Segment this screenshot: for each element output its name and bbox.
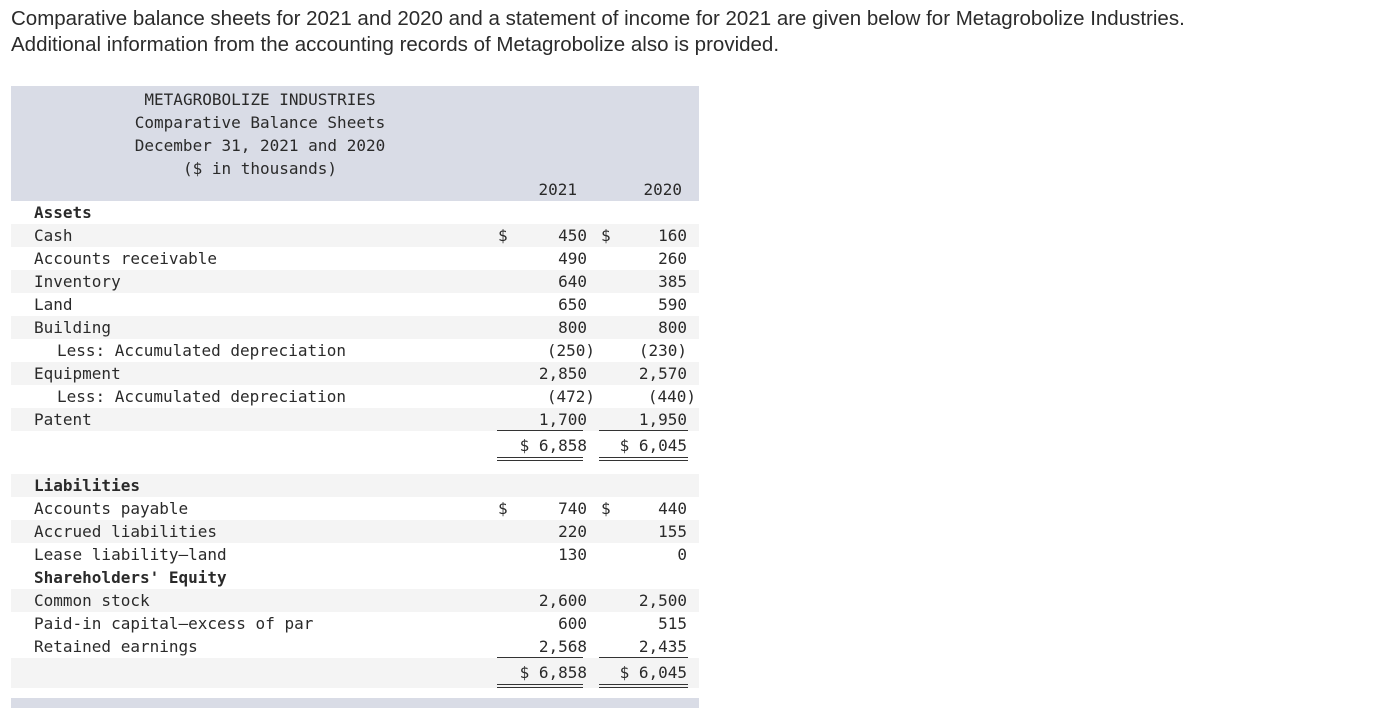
- table-row: [11, 635, 699, 658]
- assets-heading: Assets: [34, 203, 92, 222]
- table-row: [11, 339, 699, 362]
- value-2021: 2,850: [538, 364, 587, 383]
- row-label: Building: [34, 318, 112, 337]
- value-2020: 385: [658, 272, 687, 291]
- intro-text: [11, 6, 1371, 58]
- value-2020: 2,500: [638, 591, 687, 610]
- row-label: Accrued liabilities: [34, 522, 218, 541]
- row-label: Retained earnings: [34, 637, 198, 656]
- total-2020: $ 6,045: [619, 436, 687, 455]
- value-2020: 0: [677, 545, 687, 564]
- value-2021: 1,700: [538, 410, 587, 429]
- table-titles: [11, 88, 509, 180]
- table-row: [11, 270, 699, 293]
- row-label: Cash: [34, 226, 73, 245]
- row-label: Paid-in capital—excess of par: [34, 614, 314, 633]
- row-label: Accounts receivable: [34, 249, 218, 268]
- section-heading-row: [11, 201, 699, 224]
- intro-line-1: Comparative balance sheets for 2021 and 2020 and a statement of income for 2021 are given below for Metagrobolize Industries.: [11, 7, 1185, 30]
- statement-title: Comparative Balance Sheets: [134, 113, 386, 132]
- value-2020: 1,950: [638, 410, 687, 429]
- value-2020: 590: [658, 295, 687, 314]
- balance-sheet-table: [11, 86, 699, 708]
- value-2021: 740: [558, 499, 587, 518]
- liabilities-heading: Liabilities: [34, 476, 140, 495]
- dollar-sign: $: [601, 226, 611, 245]
- row-label: Patent: [34, 410, 92, 429]
- column-header-2021: 2021: [538, 180, 577, 199]
- value-2020: (440): [647, 387, 696, 406]
- row-label: Less: Accumulated depreciation: [57, 387, 346, 406]
- row-label: Common stock: [34, 591, 150, 610]
- total-row: [11, 431, 699, 461]
- row-label: Accounts payable: [34, 499, 189, 518]
- equity-heading: Shareholders' Equity: [34, 568, 227, 587]
- value-2021: 800: [558, 318, 587, 337]
- section-heading-row: [11, 474, 699, 497]
- value-2020: 260: [658, 249, 687, 268]
- row-label: Less: Accumulated depreciation: [57, 341, 346, 360]
- total-2020: $ 6,045: [619, 663, 687, 682]
- table-row: [11, 362, 699, 385]
- table-row: [11, 408, 699, 431]
- company-name: METAGROBOLIZE INDUSTRIES: [144, 90, 376, 109]
- table-row: [11, 224, 699, 247]
- value-2021: 640: [558, 272, 587, 291]
- double-underline: [599, 684, 688, 688]
- dollar-sign: $: [498, 499, 508, 518]
- value-2021: 650: [558, 295, 587, 314]
- value-2021: 490: [558, 249, 587, 268]
- value-2020: 2,435: [638, 637, 687, 656]
- total-2021: $ 6,858: [519, 663, 587, 682]
- value-2021: 220: [558, 522, 587, 541]
- spacer: [11, 461, 699, 474]
- value-2020: 2,570: [638, 364, 687, 383]
- value-2021: (472): [546, 387, 595, 406]
- table-row: [11, 316, 699, 339]
- value-2020: 160: [658, 226, 687, 245]
- table-row: [11, 543, 699, 566]
- row-label: Land: [34, 295, 73, 314]
- table-row: [11, 497, 699, 520]
- column-header-2020: 2020: [643, 180, 682, 199]
- row-label: Lease liability—land: [34, 545, 227, 564]
- value-2021: 2,600: [538, 591, 587, 610]
- row-label: Inventory: [34, 272, 121, 291]
- value-2020: 440: [658, 499, 687, 518]
- table-row: [11, 612, 699, 635]
- table-row: [11, 247, 699, 270]
- table-row: [11, 589, 699, 612]
- intro-line-2: Additional information from the accounting records of Metagrobolize also is provided.: [11, 33, 780, 56]
- table-row: [11, 520, 699, 543]
- value-2020: (230): [638, 341, 687, 360]
- table-header: [11, 86, 699, 201]
- dollar-sign: $: [498, 226, 508, 245]
- statement-units: ($ in thousands): [182, 159, 338, 178]
- value-2021: 600: [558, 614, 587, 633]
- value-2021: 130: [558, 545, 587, 564]
- value-2021: 2,568: [538, 637, 587, 656]
- value-2021: (250): [546, 341, 595, 360]
- section-heading-row: [11, 566, 699, 589]
- table-row: [11, 385, 699, 408]
- double-underline: [497, 684, 583, 688]
- value-2021: 450: [558, 226, 587, 245]
- value-2020: 155: [658, 522, 687, 541]
- value-2020: 515: [658, 614, 687, 633]
- statement-date: December 31, 2021 and 2020: [134, 136, 386, 155]
- row-label: Equipment: [34, 364, 121, 383]
- table-row: [11, 293, 699, 316]
- total-2021: $ 6,858: [519, 436, 587, 455]
- table-footer-bar: [11, 698, 699, 708]
- total-row: [11, 658, 699, 688]
- value-2020: 800: [658, 318, 687, 337]
- dollar-sign: $: [601, 499, 611, 518]
